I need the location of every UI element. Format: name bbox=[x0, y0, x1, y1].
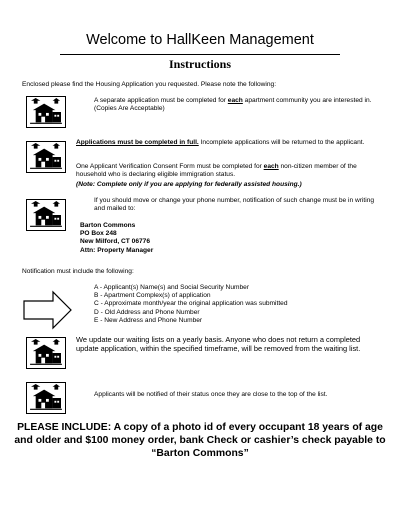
section-2-consent-text: One Applicant Verification Consent Form must be completed for each non-citizen member of the household who is declaring eligible immigration status. bbox=[76, 163, 357, 179]
house-picture-icon bbox=[26, 141, 66, 173]
address-line: PO Box 248 bbox=[80, 230, 117, 238]
address-line: Attn: Property Manager bbox=[80, 246, 154, 254]
notification-list bbox=[94, 284, 384, 325]
section-4-text: We update our waiting lists on a yearly basis. Anyone who does not return a completed update application, within the specified timeframe, will be removed from the waiting list. bbox=[76, 335, 361, 354]
please-include-notice: PLEASE INCLUDE: A copy of a photo id of every occupant 18 years of age and older and $100 money order, bank Check or cashier’s check payable to “Barton Commons” bbox=[14, 422, 386, 459]
page-subtitle: Instructions bbox=[168, 57, 231, 71]
page-title: Welcome to HallKeen Management bbox=[86, 32, 314, 48]
list-item: B - Apartment Complex(s) of application bbox=[94, 292, 211, 300]
section-3-text: If you should move or change your phone number, notification of such change must be in writing and mailed to: bbox=[94, 197, 375, 213]
section-5-text: Applicants will be notified of their status once they are close to the top of the list. bbox=[94, 391, 328, 398]
address-line: Barton Commons bbox=[80, 222, 136, 229]
section-2-note: (Note: Complete only if you are applying for federally assisted housing.) bbox=[76, 181, 302, 188]
list-item: E - New Address and Phone Number bbox=[94, 316, 203, 324]
notification-label: Notification must include the following: bbox=[22, 268, 134, 275]
house-picture-icon bbox=[26, 96, 66, 128]
list-item: D - Old Address and Phone Number bbox=[94, 308, 200, 316]
right-arrow-icon bbox=[23, 290, 73, 330]
title-rule bbox=[60, 54, 340, 55]
address-line: New Milford, CT 06776 bbox=[80, 238, 150, 246]
house-picture-icon bbox=[26, 382, 66, 414]
mailing-address bbox=[80, 222, 280, 255]
section-2-text: Applications must be completed in full. Incomplete applications will be returned to the applicant. bbox=[76, 139, 365, 146]
list-item: C - Approximate month/year the original application was submitted bbox=[94, 300, 288, 308]
house-picture-icon bbox=[26, 337, 66, 369]
section-1-text: A separate application must be completed for each apartment community you are interested in. (Copies Are Acceptable) bbox=[94, 97, 372, 113]
intro-text: Enclosed please find the Housing Application you requested. Please note the following: bbox=[22, 81, 277, 88]
house-picture-icon bbox=[26, 199, 66, 231]
list-item: A - Applicant(s) Name(s) and Social Security Number bbox=[94, 284, 250, 291]
